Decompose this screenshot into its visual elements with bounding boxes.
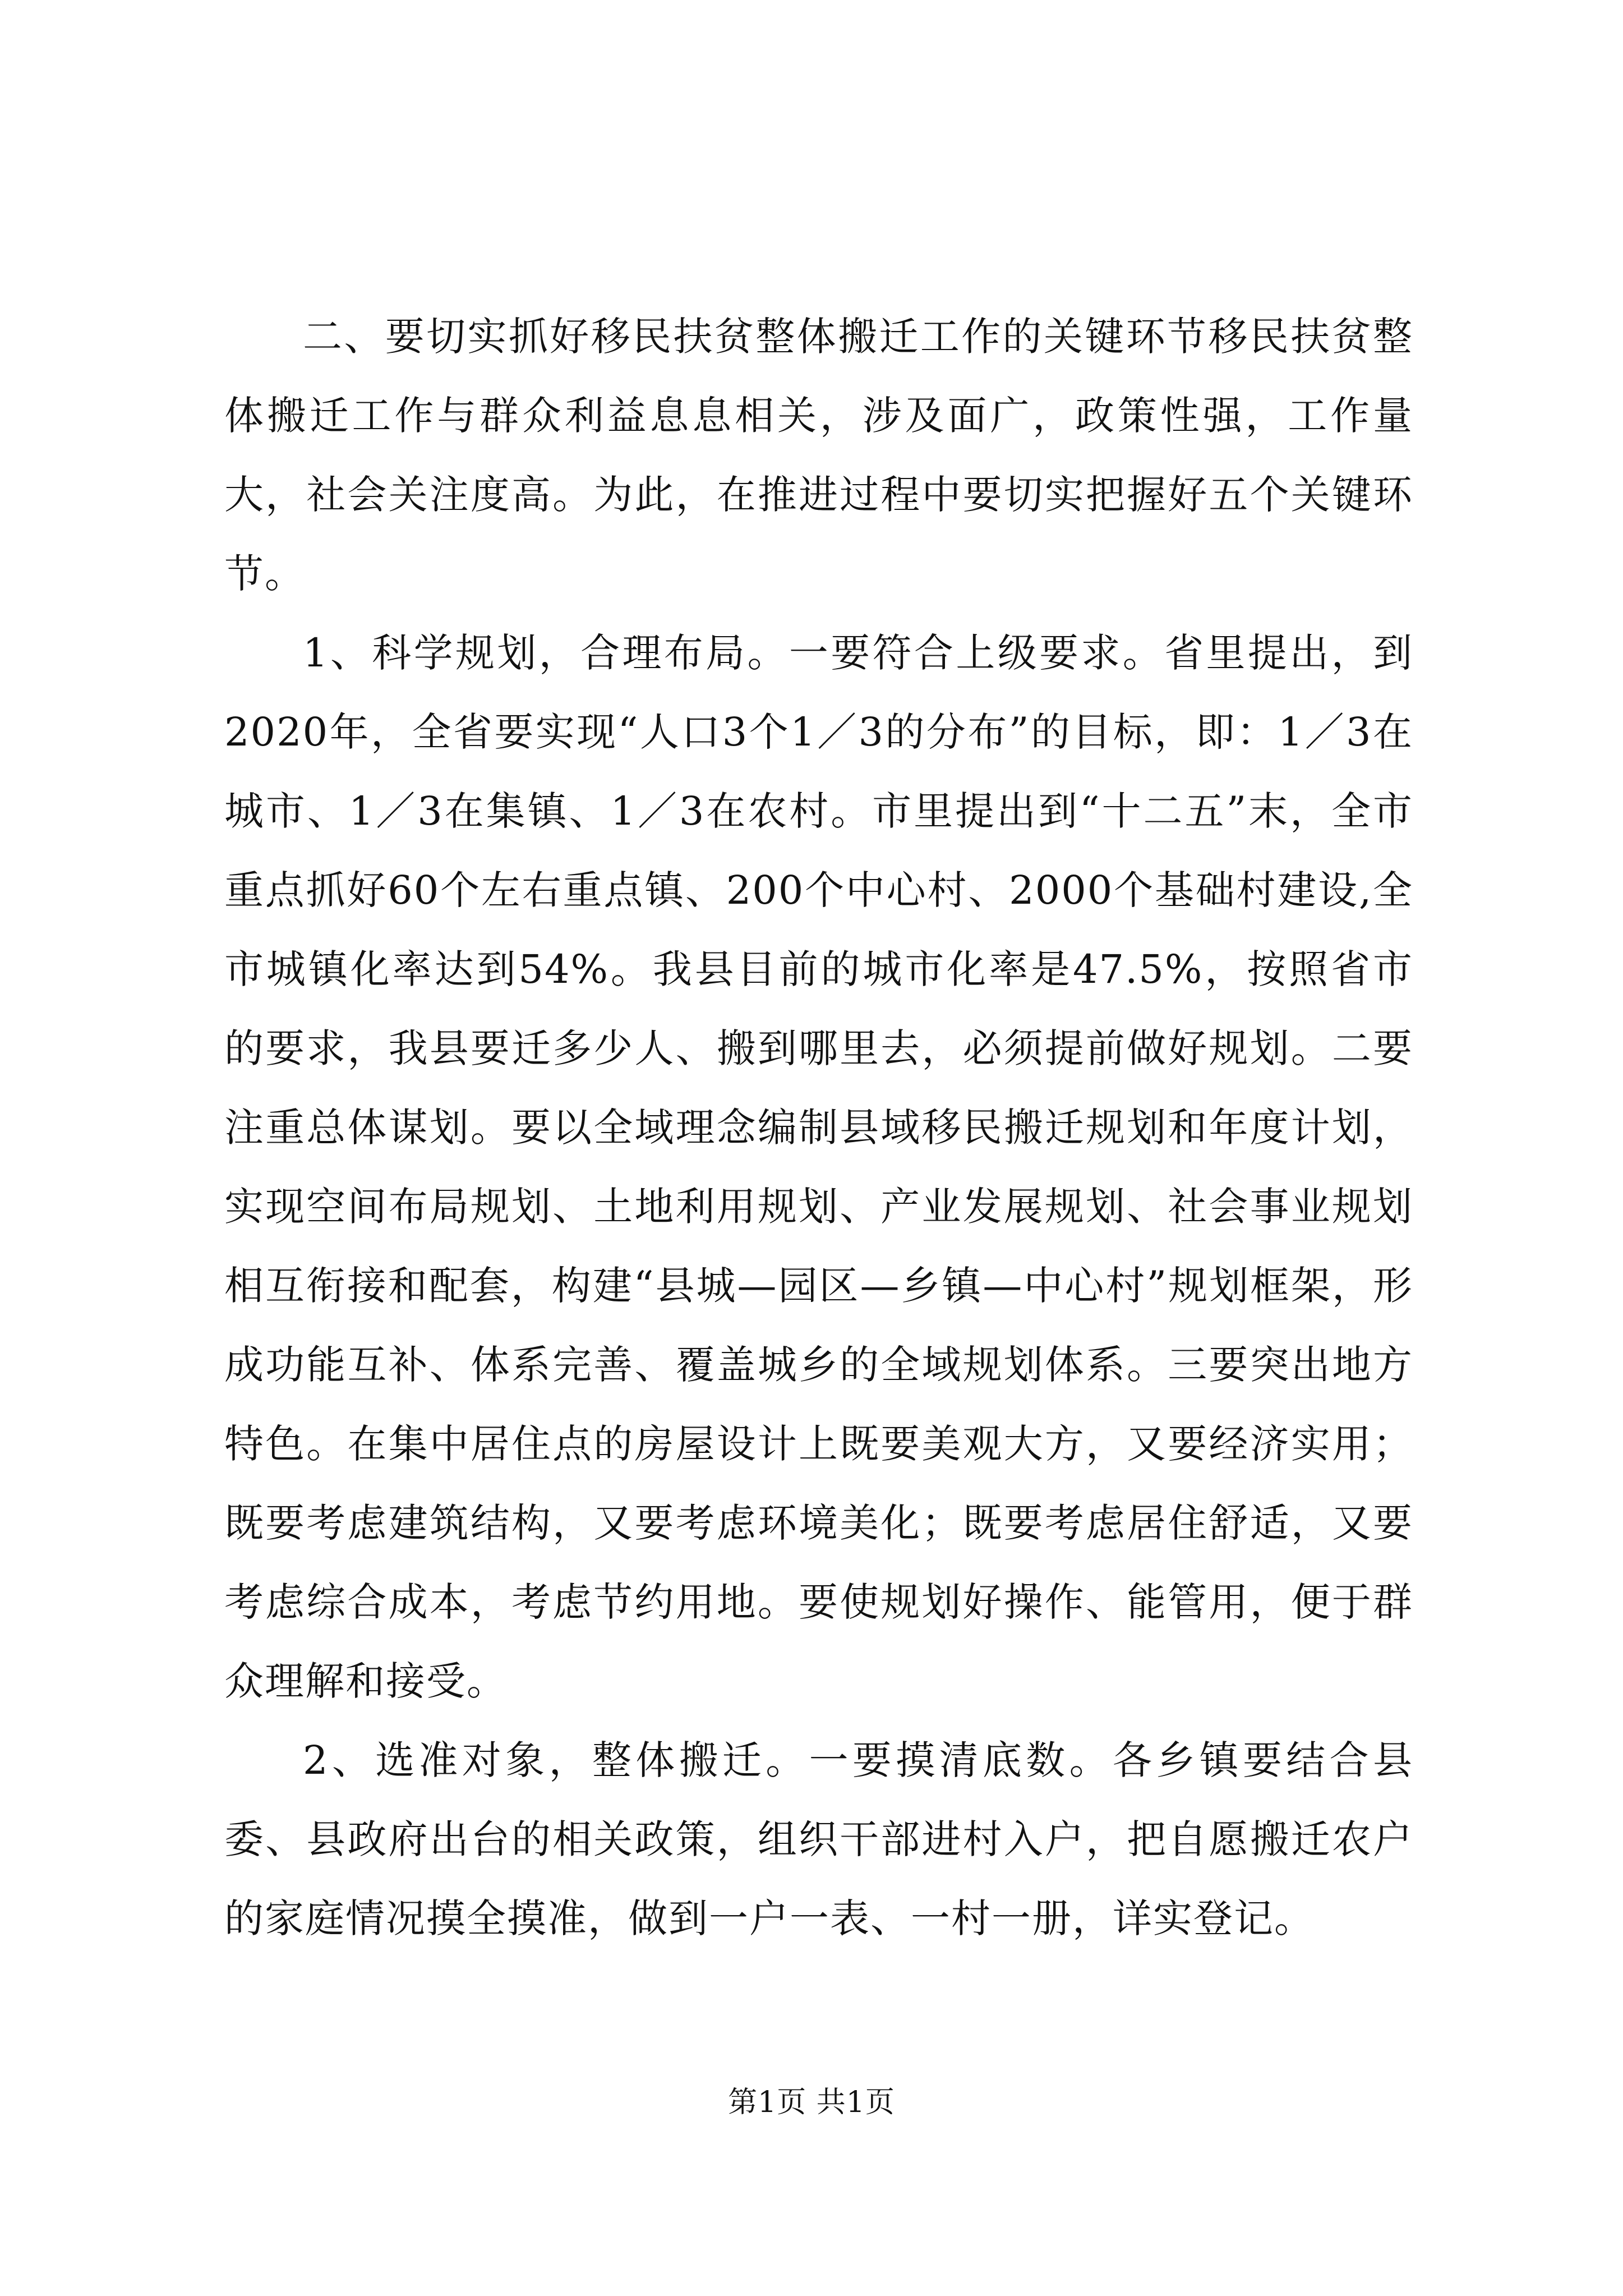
document-body: [224, 297, 1413, 1958]
paragraph-planning-layout: 1、科学规划，合理布局。一要符合上级要求。省里提出，到2020年，全省要实现“人口3个1／3的分布”的目标，即：1／3在城市、1／3在集镇、1／3在农村。市里提出到“十二五”末，全市重点抓好60个左右重点镇、200个中心村、2000个基础村建设,全市城镇化率达到54%。我县目前的城市化率是47.5%，按照省市的要求，我县要迁多少人、搬到哪里去，必须提前做好规划。二要注重总体谋划。要以全域理念编制县域移民搬迁规划和年度计划，实现空间布局规划、土地利用规划、产业发展规划、社会事业规划相互衔接和配套，构建“县城—园区—乡镇—中心村”规划框架，形成功能互补、体系完善、覆盖城乡的全域规划体系。三要突出地方特色。在集中居住点的房屋设计上既要美观大方，又要经济实用；既要考虑建筑结构，又要考虑环境美化；既要考虑居住舒适，又要考虑综合成本，考虑节约用地。要使规划好操作、能管用，便于群众理解和接受。: [224, 630, 1413, 1704]
paragraph-select-targets: 2、选准对象，整体搬迁。一要摸清底数。各乡镇要结合县委、县政府出台的相关政策，组织干部进村入户，把自愿搬迁农户的家庭情况摸全摸准，做到一户一表、一村一册，详实登记。: [224, 1737, 1413, 1941]
page-footer: 第1页 共1页: [728, 2086, 895, 2119]
paragraph-section-two-intro: 二、要切实抓好移民扶贫整体搬迁工作的关键环节移民扶贫整体搬迁工作与群众利益息息相关，涉及面广，政策性强，工作量大，社会关注度高。为此，在推进过程中要切实把握好五个关键环节。: [224, 314, 1413, 597]
